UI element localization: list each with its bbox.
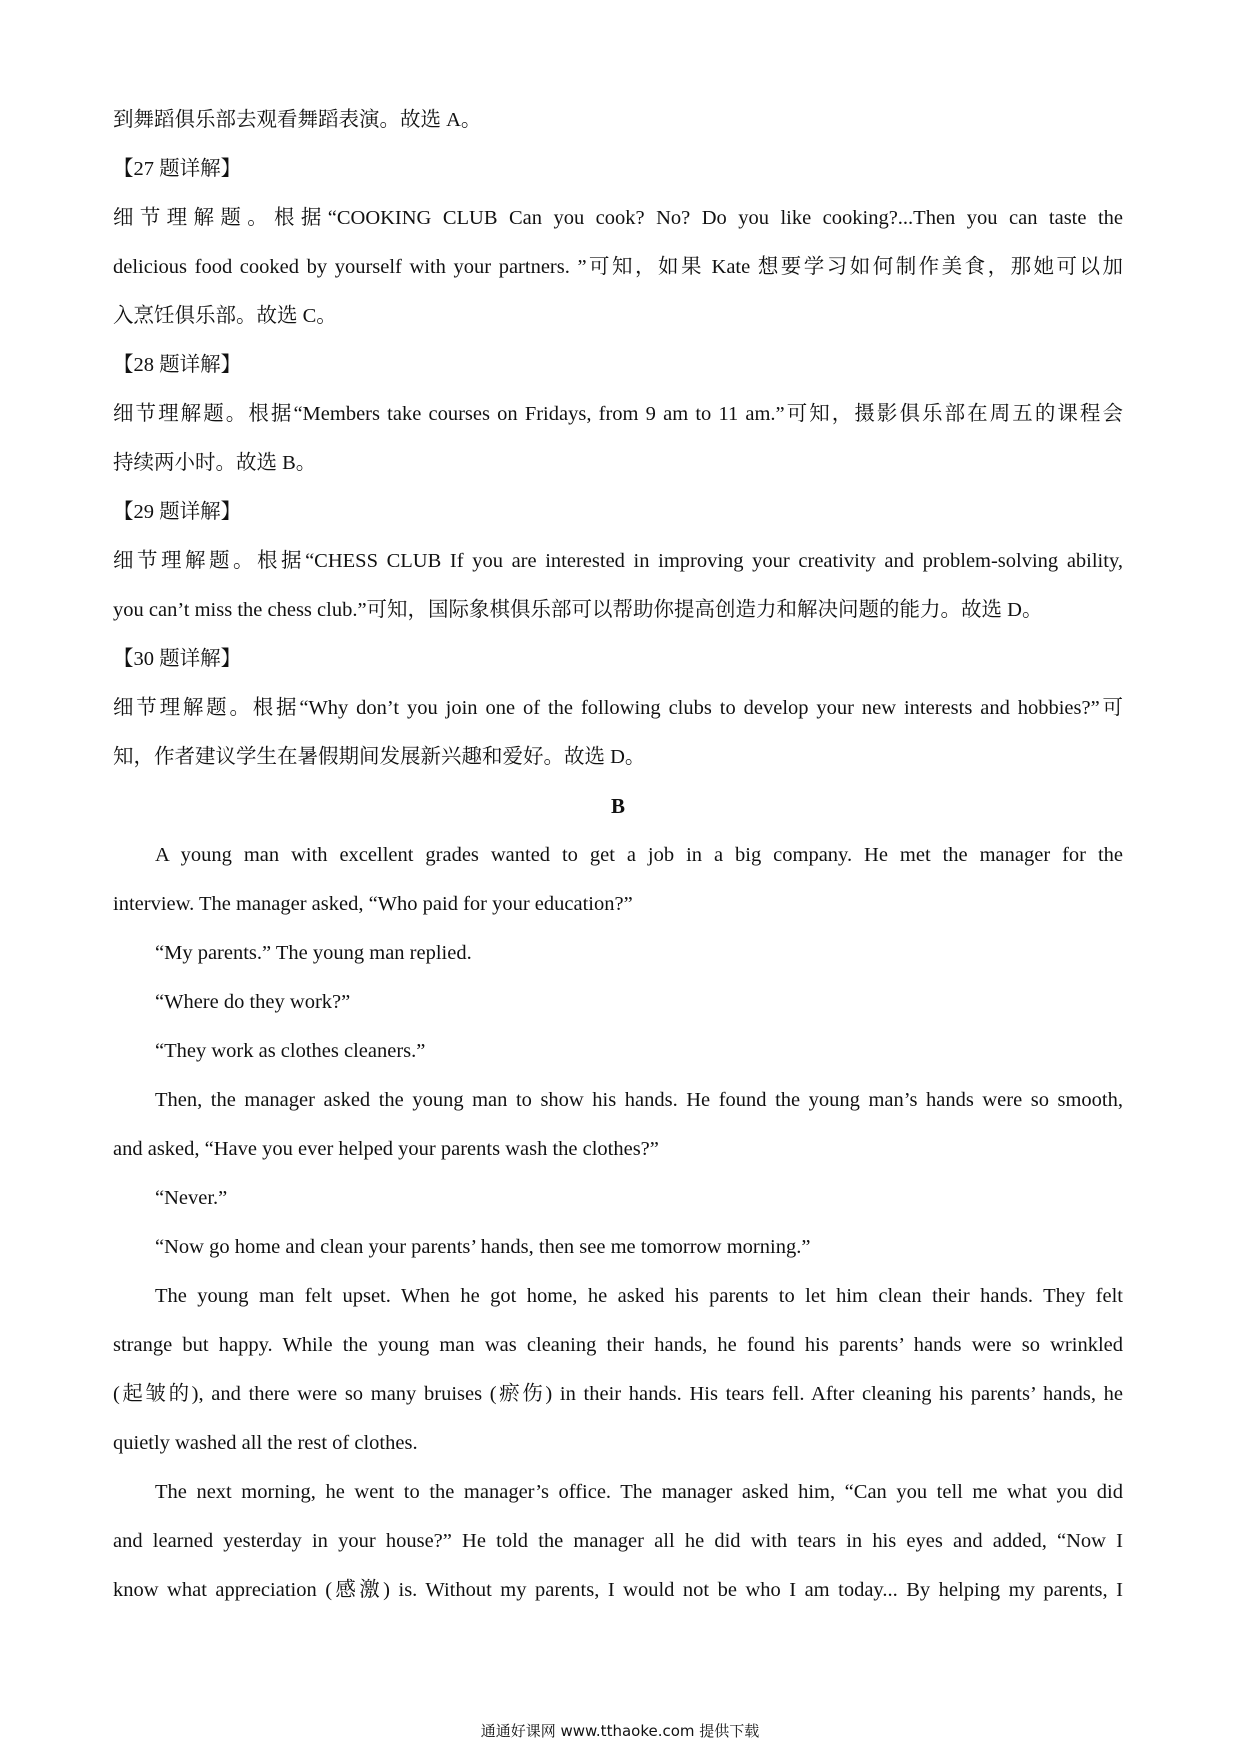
passage-line: “My parents.” The young man replied.	[155, 942, 472, 964]
q27-line-1: 细节理解题。根据“COOKING CLUB Can you cook? No? Do you like cooking?...Then you can taste the	[113, 207, 1123, 229]
q29-line-2: you can’t miss the chess club.”可知，国际象棋俱乐部可以帮助你提高创造力和解决问题的能力。故选 D。	[113, 599, 1043, 621]
q30-heading: 【30 题详解】	[113, 648, 242, 670]
passage-line: know what appreciation (感激) is. Without my parents, I would not be who I am today... By helping my parents, I	[113, 1579, 1123, 1601]
passage-line: “They work as clothes cleaners.”	[155, 1040, 426, 1062]
q29-line-1: 细节理解题。根据“CHESS CLUB If you are interested in improving your creativity and problem-solving ability,	[113, 550, 1123, 572]
passage-line: (起皱的), and there were so many bruises (瘀伤) in their hands. His tears fell. After cleaning his parents’ hands, he	[113, 1383, 1123, 1405]
passage-line: and learned yesterday in your house?” He told the manager all he did with tears in his eyes and added, “Now I	[113, 1530, 1123, 1552]
passage-line: Then, the manager asked the young man to show his hands. He found the young man’s hands were so smooth,	[155, 1089, 1123, 1111]
passage-line: and asked, “Have you ever helped your parents wash the clothes?”	[113, 1138, 659, 1160]
passage-line: The young man felt upset. When he got home, he asked his parents to let him clean their hands. They felt	[155, 1285, 1123, 1307]
q27-line-3: 入烹饪俱乐部。故选 C。	[113, 305, 337, 327]
passage-line: The next morning, he went to the manager’s office. The manager asked him, “Can you tell me what you did	[155, 1481, 1123, 1503]
document-page	[113, 96, 1123, 1615]
passage-line: “Now go home and clean your parents’ hands, then see me tomorrow morning.”	[155, 1236, 811, 1258]
passage-b-title: B	[610, 794, 625, 818]
q27-line-2: delicious food cooked by yourself with your partners. ”可知，如果 Kate 想要学习如何制作美食，那她可以加	[113, 256, 1123, 278]
q28-line-1: 细节理解题。根据“Members take courses on Fridays, from 9 am to 11 am.”可知，摄影俱乐部在周五的课程会	[113, 403, 1123, 425]
passage-line: quietly washed all the rest of clothes.	[113, 1432, 418, 1454]
q29-heading: 【29 题详解】	[113, 501, 242, 523]
page-footer: 通通好课网 www.tthaoke.com 提供下载	[480, 1722, 760, 1740]
q30-line-1: 细节理解题。根据“Why don’t you join one of the following clubs to develop your new interests and hobbies?”可	[113, 697, 1123, 719]
passage-line: strange but happy. While the young man was cleaning their hands, he found his parents’ hands were so wrinkled	[113, 1334, 1123, 1356]
q30-line-2: 知，作者建议学生在暑假期间发展新兴趣和爱好。故选 D。	[113, 746, 646, 768]
passage-line: “Never.”	[155, 1187, 228, 1209]
q28-line-2: 持续两小时。故选 B。	[113, 452, 317, 474]
answer-26-tail: 到舞蹈俱乐部去观看舞蹈表演。故选 A。	[113, 109, 482, 131]
passage-line: interview. The manager asked, “Who paid for your education?”	[113, 893, 633, 915]
passage-line: A young man with excellent grades wanted to get a job in a big company. He met the manager for the	[155, 844, 1123, 866]
passage-line: “Where do they work?”	[155, 991, 351, 1013]
q27-heading: 【27 题详解】	[113, 158, 242, 180]
q28-heading: 【28 题详解】	[113, 354, 242, 376]
